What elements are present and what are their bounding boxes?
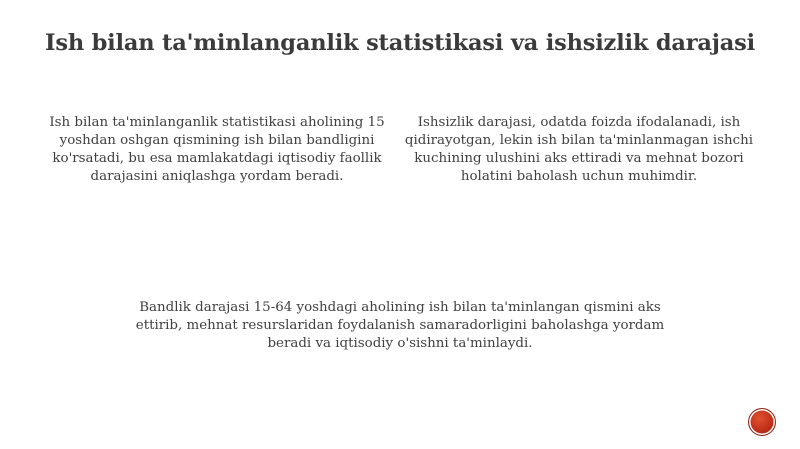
employment-rate-paragraph: Bandlik darajasi 15-64 yoshdagi aholining ish bilan ta'minlangan qismini aks ettirib, mehnat resurslaridan foydalanish samaradorligini baholashga yordam beradi va iqtisodiy o'sishni ta'minlaydi. — [135, 300, 665, 351]
unemployment-rate-paragraph: Ishsizlik darajasi, odatda foizda ifodalanadi, ish qidirayotgan, lekin ish bilan ta'minlanmagan ishchi kuchining ulushini aks ettiradi va mehnat bozori holatini baholash uchun muhimdir. — [404, 115, 754, 184]
employment-statistics-paragraph: Ish bilan ta'minlanganlik statistikasi aholining 15 yoshdan oshgan qismining ish bilan bandligini ko'rsatadi, bu esa mamlakatdagi iqtisodiy faollik darajasini aniqlashga yordam beradi. — [49, 115, 385, 184]
slide-nav-button[interactable] — [748, 408, 776, 436]
slide-title: Ish bilan ta'minlanganlik statistikasi va ishsizlik darajasi — [45, 30, 755, 56]
